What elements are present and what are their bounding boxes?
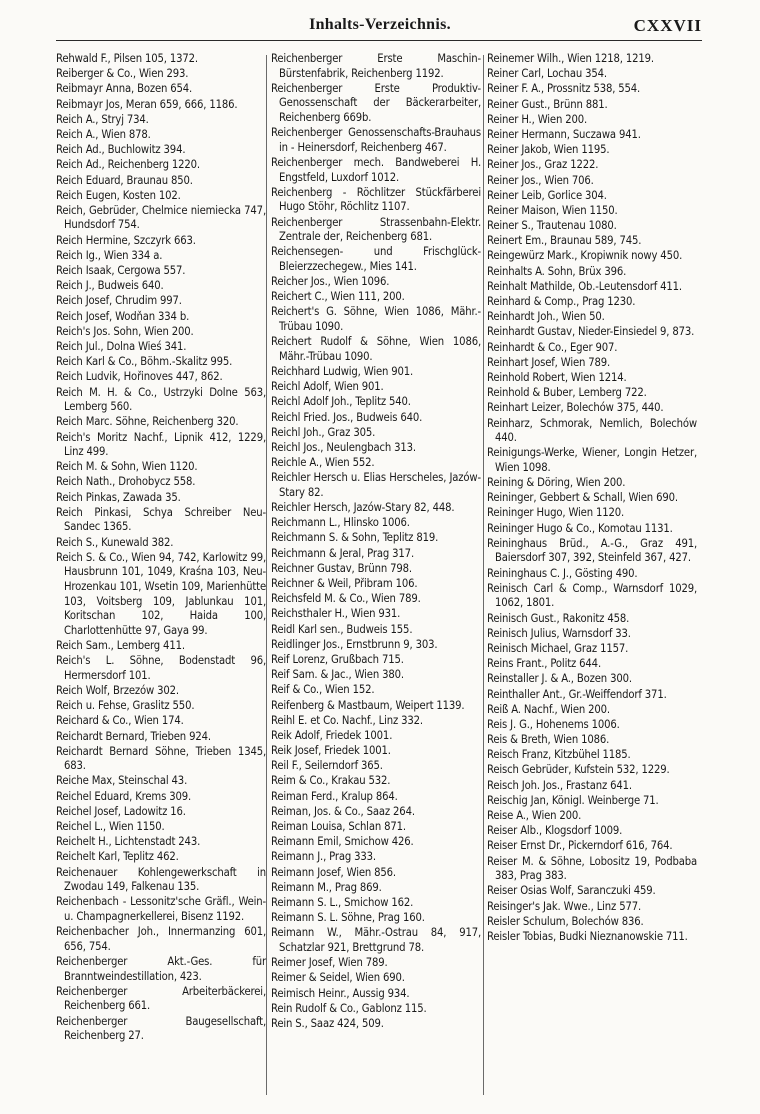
index-entry: Reiner S., Trautenau 1080. xyxy=(487,219,617,233)
index-entry: Reiner Jos., Graz 1222. xyxy=(487,158,599,172)
index-entry: Reichl Joh., Graz 305. xyxy=(271,425,376,439)
index-entry: Reich Pinkasi, Schya Schreiber Neu-Sandec 1365. xyxy=(56,505,266,534)
index-entry: Reiman, Jos. & Co., Saaz 264. xyxy=(271,804,415,818)
index-entry: Reichmann L., Hlinsko 1006. xyxy=(271,516,410,530)
index-entry: Reinhalt Mathilde, Ob.-Leutensdorf 411. xyxy=(487,279,682,293)
index-entry: Reichhard Ludwig, Wien 901. xyxy=(271,365,414,378)
index-entry: Reidl Karl sen., Budweis 155. xyxy=(271,622,413,636)
index-entry: Reichl Adolf Joh., Teplitz 540. xyxy=(271,395,411,409)
index-entry: Reiberger & Co., Wien 293. xyxy=(56,67,189,81)
index-entry: Rein S., Saaz 424, 509. xyxy=(271,1016,384,1030)
index-entry: Reiner Jos., Wien 706. xyxy=(487,173,594,187)
index-entry: Reichensegen- und Frischglück-Bleierzzechegew., Mies 141. xyxy=(271,245,481,273)
index-entry: Reinert Em., Braunau 589, 745. xyxy=(487,234,642,248)
index-entry: Reichler Hersch u. Elias Herscheles, Jazów-Stary 82. xyxy=(271,471,481,499)
index-entry: Reimann J., Prag 333. xyxy=(271,850,376,864)
index-entry: Reibmayr Anna, Bozen 654. xyxy=(56,82,193,96)
page-title: Inhalts-Verzeichnis. xyxy=(309,16,451,33)
index-entry: Reich Ig., Wien 334 a. xyxy=(56,248,163,262)
index-entry: Reil F., Seilerndorf 365. xyxy=(271,759,383,773)
index-entry: Reichard & Co., Wien 174. xyxy=(56,714,184,728)
index-entry: Reinemer Wilh., Wien 1218, 1219. xyxy=(487,52,654,65)
index-entry: Reinhart Josef, Wien 789. xyxy=(487,355,611,369)
index-entry: Reiche Max, Steinschal 43. xyxy=(56,774,188,788)
index-entry: Reisch Franz, Kitzbühel 1185. xyxy=(487,748,631,762)
index-entry: Reimann W., Mähr.-Ostrau 84, 917, Schatzlar 921, Brettgrund 78. xyxy=(271,926,481,954)
index-entry: Reich Ludvik, Hořinoves 447, 862. xyxy=(56,370,223,384)
index-entry: Reichenberger Erste Produktiv-Genossenschaft der Bäckerarbeiter, Reichenberg 669b. xyxy=(271,81,481,124)
index-entry: Reich Eugen, Kosten 102. xyxy=(56,188,181,202)
index-entry: Reichenberger Akt.-Ges. für Branntweindestillation, 423. xyxy=(56,954,266,983)
index-entry: Reimer & Seidel, Wien 690. xyxy=(271,971,405,985)
index-entry: Reichelt H., Lichtenstadt 243. xyxy=(56,835,201,849)
index-entry: Reiman Ferd., Kralup 864. xyxy=(271,789,398,803)
index-entry: Reich Sam., Lemberg 411. xyxy=(56,638,185,652)
index-entry: Reichert Rudolf & Söhne, Wien 1086, Mähr.-Trübau 1090. xyxy=(271,335,481,363)
index-entry: Reichert's G. Söhne, Wien 1086, Mähr.-Trübau 1090. xyxy=(271,305,481,334)
index-entry: Reich Karl & Co., Böhm.-Skalitz 995. xyxy=(56,355,233,369)
index-entry: Reimann S. L. Söhne, Prag 160. xyxy=(271,911,425,925)
index-entry: Reik Josef, Friedek 1001. xyxy=(271,744,391,758)
index-entry: Reisch Gebrüder, Kufstein 532, 1229. xyxy=(487,763,670,777)
index-entry: Reichert C., Wien 111, 200. xyxy=(271,290,405,304)
index-entry: Reimann S. L., Smichow 162. xyxy=(271,895,414,909)
index-entry: Reich Wolf, Brzezów 302. xyxy=(56,683,179,697)
index-entry: Reininghaus Brüd., A.-G., Graz 491, Baiersdorf 307, 392, Steinfeld 367, 427. xyxy=(487,536,697,565)
index-entry: Reinisch Julius, Warnsdorf 33. xyxy=(487,626,631,640)
index-entry: Reinisch Michael, Graz 1157. xyxy=(487,641,629,655)
index-entry: Reichl Adolf, Wien 901. xyxy=(271,380,384,394)
index-entry: Reise A., Wien 200. xyxy=(487,809,582,822)
column-divider xyxy=(266,55,267,1095)
index-entry: Reif Sam. & Jac., Wien 380. xyxy=(271,668,404,682)
index-entry: Reichenberger Genossenschafts-Brauhaus in - Heinersdorf, Reichenberg 467. xyxy=(271,126,481,154)
index-entry: Reining & Döring, Wien 200. xyxy=(487,476,626,490)
index-entry: Reimer Josef, Wien 789. xyxy=(271,956,388,970)
index-entry: Reichsthaler H., Wien 931. xyxy=(271,607,401,621)
index-entry: Reich Ad., Reichenberg 1220. xyxy=(56,158,200,172)
index-entry: Reich Eduard, Braunau 850. xyxy=(56,173,193,187)
index-entry: Reichmann S. & Sohn, Teplitz 819. xyxy=(271,531,439,545)
index-entry: Reif Lorenz, Grußbach 715. xyxy=(271,652,404,666)
index-entry: Reim & Co., Krakau 532. xyxy=(271,774,391,788)
index-entry: Reich's L. Söhne, Bodenstadt 96, Hermersdorf 101. xyxy=(56,654,266,682)
index-entry: Reich A., Stryj 734. xyxy=(56,112,149,126)
index-entry: Reich J., Budweis 640. xyxy=(56,279,164,293)
index-entry: Reisch Joh. Jos., Frastanz 641. xyxy=(487,778,632,792)
index-entry: Reichenauer Kohlengewerkschaft in Zwodau 149, Falkenau 135. xyxy=(56,865,266,894)
index-entry: Reichenberger mech. Bandweberei H. Engstfeld, Luxdorf 1012. xyxy=(271,155,481,184)
index-entry: Rehwald F., Pilsen 105, 1372. xyxy=(56,52,198,65)
index-entry: Reininghaus C. J., Gösting 490. xyxy=(487,566,638,580)
index-entry: Reich's Moritz Nachf., Lipnik 412, 1229, Linz 499. xyxy=(56,430,266,459)
index-entry: Reiner Gust., Brünn 881. xyxy=(487,97,608,111)
index-entry: Reidlinger Jos., Ernstbrunn 9, 303. xyxy=(271,637,438,651)
column-divider xyxy=(483,55,484,1095)
index-entry: Reins Frant., Politz 644. xyxy=(487,657,601,671)
index-entry: Reichel L., Wien 1150. xyxy=(56,820,165,834)
index-entry: Reiner Hermann, Suczawa 941. xyxy=(487,127,641,141)
index-entry: Reiß A. Nachf., Wien 200. xyxy=(487,702,610,716)
index-entry: Reichenberger Erste Maschin-Bürstenfabrik, Reichenberg 1192. xyxy=(271,52,481,80)
index-entry: Reininger, Gebbert & Schall, Wien 690. xyxy=(487,491,678,505)
index-column-2 xyxy=(271,52,481,1032)
index-entry: Rein Rudolf & Co., Gablonz 115. xyxy=(271,1001,427,1015)
index-entry: Reiner Jakob, Wien 1195. xyxy=(487,143,610,157)
index-entry: Reichardt Bernard Söhne, Trieben 1345, 683. xyxy=(56,744,266,773)
index-entry: Reiser Ernst Dr., Pickerndorf 616, 764. xyxy=(487,839,673,853)
index-entry: Reichenbach - Lessonitz'sche Gräfl., Wein- u. Champagnerkellerei, Bisenz 1192. xyxy=(56,895,266,923)
index-entry: Reichenberger Baugesellschaft, Reichenberg 27. xyxy=(56,1014,266,1043)
index-entry: Reimisch Heinr., Aussig 934. xyxy=(271,986,410,1000)
index-entry: Reichl Jos., Neulengbach 313. xyxy=(271,440,416,454)
index-entry: Reichel Josef, Ladowitz 16. xyxy=(56,804,186,818)
index-entry: Reinhold & Buber, Lemberg 722. xyxy=(487,386,647,400)
index-entry: Reihl E. et Co. Nachf., Linz 332. xyxy=(271,713,423,727)
index-entry: Reichner Gustav, Brünn 798. xyxy=(271,561,412,575)
index-entry: Reicher Jos., Wien 1096. xyxy=(271,275,390,289)
index-entry: Reich Marc. Söhne, Reichenberg 320. xyxy=(56,415,239,429)
index-entry: Reichenbacher Joh., Innermanzing 601, 656, 754. xyxy=(56,925,266,953)
index-entry: Reis & Breth, Wien 1086. xyxy=(487,733,610,747)
index-entry: Reinstaller J. & A., Bozen 300. xyxy=(487,672,632,686)
index-entry: Reichsfeld M. & Co., Wien 789. xyxy=(271,592,421,606)
index-entry: Reinthaller Ant., Gr.-Weiffendorf 371. xyxy=(487,687,667,701)
index-entry: Reichardt Bernard, Trieben 924. xyxy=(56,729,211,743)
index-entry: Reisinger's Jak. Wwe., Linz 577. xyxy=(487,899,642,913)
index-entry: Reif & Co., Wien 152. xyxy=(271,683,375,697)
index-entry: Reiser Osias Wolf, Saranczuki 459. xyxy=(487,884,656,898)
page-number: CXXVII xyxy=(633,16,702,35)
index-entry: Reinhart Leizer, Bolechów 375, 440. xyxy=(487,401,664,415)
index-entry: Reich Jul., Dolna Wieś 341. xyxy=(56,339,187,353)
index-entry: Reiner H., Wien 200. xyxy=(487,112,588,126)
index-entry: Reichenberg - Röchlitzer Stückfärberei Hugo Stöhr, Röchlitz 1107. xyxy=(271,185,481,214)
index-entry: Reich's Jos. Sohn, Wien 200. xyxy=(56,324,194,338)
index-entry: Reichler Hersch, Jazów-Stary 82, 448. xyxy=(271,501,455,515)
index-entry: Reichenberger Strassenbahn-Elektr. Zentrale der, Reichenberg 681. xyxy=(271,215,481,244)
index-entry: Reinisch Carl & Comp., Warnsdorf 1029, 1062, 1801. xyxy=(487,581,697,610)
index-entry: Reinhalts A. Sohn, Brüx 396. xyxy=(487,264,627,278)
index-entry: Reich Ad., Buchlowitz 394. xyxy=(56,143,186,157)
index-entry: Reifenberg & Mastbaum, Weipert 1139. xyxy=(271,698,465,712)
index-entry: Reiner Maison, Wien 1150. xyxy=(487,203,618,217)
index-entry: Reinisch Gust., Rakonitz 458. xyxy=(487,611,630,625)
index-entry: Reisler Schulum, Bolechów 836. xyxy=(487,914,644,928)
index-entry: Reiner Leib, Gorlice 304. xyxy=(487,188,607,202)
index-entry: Reiner F. A., Prossnitz 538, 554. xyxy=(487,82,641,96)
index-column-3 xyxy=(487,52,697,945)
header-rule xyxy=(56,40,702,41)
index-entry: Reich Josef, Chrudim 997. xyxy=(56,294,182,308)
index-entry: Reichle A., Wien 552. xyxy=(271,456,375,470)
index-entry: Reich Hermine, Szczyrk 663. xyxy=(56,233,196,247)
index-entry: Reimann Emil, Smichow 426. xyxy=(271,835,414,849)
index-entry: Reinharz, Schmorak, Nemlich, Bolechów 440. xyxy=(487,416,697,445)
index-entry: Reingewürz Mark., Kropiwnik nowy 450. xyxy=(487,249,683,263)
index-entry: Reich Josef, Wodňan 334 b. xyxy=(56,309,190,323)
index-entry: Reichelt Karl, Teplitz 462. xyxy=(56,850,179,864)
index-entry: Reich S. & Co., Wien 94, 742, Karlowitz 99, Hausbrunn 101, 1049, Kraśna 103, Neu-Hrozenkau 101, Wsetin 109, Marienhütte 103, Voitsberg 109, Jablunkau 101, Koritschan 102, Haida 100, Charlottenhütte 97, Gaya 99. xyxy=(56,550,266,637)
index-entry: Reischig Jan, Königl. Weinberge 71. xyxy=(487,793,659,807)
index-entry: Reinhardt Joh., Wien 50. xyxy=(487,310,605,324)
index-entry: Reichmann & Jeral, Prag 317. xyxy=(271,546,414,560)
index-entry: Reinhold Robert, Wien 1214. xyxy=(487,370,627,384)
index-entry: Reich Nath., Drohobycz 558. xyxy=(56,475,196,489)
index-entry: Reimann M., Prag 869. xyxy=(271,880,382,894)
index-entry: Reichel Eduard, Krems 309. xyxy=(56,789,192,803)
index-entry: Reiser M. & Söhne, Lobositz 19, Podbaba 383, Prag 383. xyxy=(487,854,697,883)
index-entry: Reich Isaak, Cergowa 557. xyxy=(56,264,186,278)
index-entry: Reichenberger Arbeiterbäckerei, Reichenberg 661. xyxy=(56,984,266,1013)
index-entry: Reichl Fried. Jos., Budweis 640. xyxy=(271,410,423,424)
index-entry: Reiner Carl, Lochau 354. xyxy=(487,67,607,81)
index-entry: Reinhardt Gustav, Nieder-Einsiedel 9, 873. xyxy=(487,325,695,339)
index-entry: Reik Adolf, Friedek 1001. xyxy=(271,728,393,742)
index-entry: Reinhard & Comp., Prag 1230. xyxy=(487,295,636,308)
index-entry: Reinigungs-Werke, Wiener, Longin Hetzer, Wien 1098. xyxy=(487,446,697,474)
index-entry: Reich Pinkas, Zawada 35. xyxy=(56,490,181,504)
index-entry: Reinhardt & Co., Eger 907. xyxy=(487,340,618,354)
index-entry: Reich S., Kunewald 382. xyxy=(56,535,174,549)
index-entry: Reininger Hugo, Wien 1120. xyxy=(487,506,625,520)
index-entry: Reich u. Fehse, Graslitz 550. xyxy=(56,699,195,713)
index-entry: Reiser Alb., Klogsdorf 1009. xyxy=(487,824,623,838)
index-column-1 xyxy=(56,52,266,1044)
index-entry: Reis J. G., Hohenems 1006. xyxy=(487,717,620,731)
index-entry: Reininger Hugo & Co., Komotau 1131. xyxy=(487,521,673,535)
index-entry: Reich M. H. & Co., Ustrzyki Dolne 563, Lemberg 560. xyxy=(56,385,266,414)
index-entry: Reisler Tobias, Budki Nieznanowskie 711. xyxy=(487,929,688,943)
index-entry: Reich A., Wien 878. xyxy=(56,127,151,141)
index-entry: Reich, Gebrüder, Chelmice niemiecka 747, Hundsdorf 754. xyxy=(56,203,266,232)
index-entry: Reimann Josef, Wien 856. xyxy=(271,865,396,879)
index-entry: Reiman Louisa, Schlan 871. xyxy=(271,820,406,834)
index-entry: Reich M. & Sohn, Wien 1120. xyxy=(56,460,198,474)
index-entry: Reichner & Weil, Přibram 106. xyxy=(271,577,418,591)
index-entry: Reibmayr Jos, Meran 659, 666, 1186. xyxy=(56,97,238,111)
